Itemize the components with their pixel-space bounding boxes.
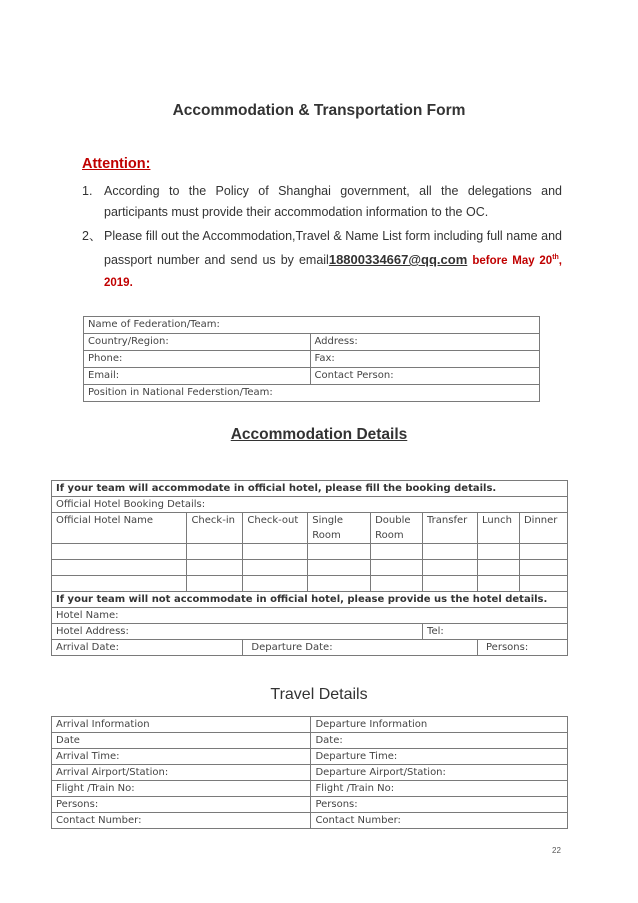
travel-row	[52, 717, 568, 733]
booking-cell[interactable]	[308, 544, 371, 560]
col-double-room: Double Room	[371, 513, 423, 544]
form-title: Accommodation & Transportation Form	[172, 102, 466, 119]
arrival-cell[interactable]: Contact Number:	[52, 813, 311, 829]
col-hotel-name: Official Hotel Name	[52, 513, 187, 544]
booking-cell[interactable]	[187, 544, 243, 560]
booking-cell[interactable]	[243, 560, 308, 576]
booking-cell[interactable]	[519, 576, 567, 592]
booking-cell[interactable]	[371, 544, 423, 560]
booking-cell[interactable]	[478, 560, 520, 576]
country-cell[interactable]: Country/Region:	[84, 334, 311, 351]
travel-row	[52, 797, 568, 813]
hotel-tel-cell[interactable]: Tel:	[423, 624, 568, 640]
arrival-date-cell[interactable]: Arrival Date:	[52, 640, 243, 656]
booking-cell[interactable]	[519, 544, 567, 560]
instruction-item-2	[82, 226, 562, 294]
booking-row	[52, 560, 568, 576]
instruction-item-1	[82, 181, 562, 223]
arrival-cell[interactable]: Arrival Time:	[52, 749, 311, 765]
arrival-cell[interactable]: Arrival Airport/Station:	[52, 765, 311, 781]
booking-cell[interactable]	[308, 576, 371, 592]
booking-details-label: Official Hotel Booking Details:	[52, 497, 568, 513]
booking-cell[interactable]	[423, 576, 478, 592]
booking-cell[interactable]	[243, 544, 308, 560]
booking-cell[interactable]	[371, 560, 423, 576]
item-text	[82, 226, 562, 294]
booking-cell[interactable]	[52, 544, 187, 560]
travel-heading: Travel Details	[270, 686, 368, 703]
persons-cell[interactable]: Persons:	[478, 640, 568, 656]
deadline-year: , 2019.	[104, 254, 562, 289]
page-number: 22	[552, 846, 561, 855]
other-hotel-prompt: If your team will not accommodate in official hotel, please provide us the hotel details.	[52, 592, 568, 608]
address-cell[interactable]: Address:	[310, 334, 540, 351]
col-check-out: Check-out	[243, 513, 308, 544]
departure-cell[interactable]: Departure Airport/Station:	[311, 765, 568, 781]
position-cell[interactable]: Position in National Federstion/Team:	[84, 385, 540, 402]
email-cell[interactable]: Email:	[84, 368, 311, 385]
booking-cell[interactable]	[371, 576, 423, 592]
booking-cell[interactable]	[478, 544, 520, 560]
booking-cell[interactable]	[423, 544, 478, 560]
travel-row	[52, 749, 568, 765]
phone-cell[interactable]: Phone:	[84, 351, 311, 368]
travel-table	[51, 716, 568, 829]
accommodation-table	[51, 480, 568, 656]
travel-row	[52, 765, 568, 781]
booking-cell[interactable]	[478, 576, 520, 592]
col-check-in: Check-in	[187, 513, 243, 544]
departure-cell[interactable]: Flight /Train No:	[311, 781, 568, 797]
official-hotel-prompt: If your team will accommodate in official hotel, please fill the booking details.	[52, 481, 568, 497]
booking-cell[interactable]	[308, 560, 371, 576]
departure-cell[interactable]: Persons:	[311, 797, 568, 813]
arrival-cell[interactable]: Persons:	[52, 797, 311, 813]
booking-row	[52, 576, 568, 592]
arrival-cell[interactable]: Flight /Train No:	[52, 781, 311, 797]
booking-cell[interactable]	[519, 560, 567, 576]
federation-name-cell[interactable]: Name of Federation/Team:	[84, 317, 540, 334]
booking-cell[interactable]	[52, 576, 187, 592]
arrival-cell: Arrival Information	[52, 717, 311, 733]
col-lunch: Lunch	[478, 513, 520, 544]
col-single-room: Single Room	[308, 513, 371, 544]
travel-row	[52, 733, 568, 749]
travel-row	[52, 813, 568, 829]
item-number: 2、	[82, 229, 102, 243]
departure-cell: Departure Information	[311, 717, 568, 733]
booking-cell[interactable]	[187, 576, 243, 592]
item-number: 1.	[82, 184, 93, 198]
contact-person-cell[interactable]: Contact Person:	[310, 368, 540, 385]
federation-table	[83, 316, 540, 402]
booking-cell[interactable]	[243, 576, 308, 592]
hotel-address-cell[interactable]: Hotel Address:	[52, 624, 423, 640]
travel-row	[52, 781, 568, 797]
col-dinner: Dinner	[519, 513, 567, 544]
departure-cell[interactable]: Contact Number:	[311, 813, 568, 829]
item-text-body: Please fill out the Accommodation,Travel & Name List form including full name and passport number and send us by email	[104, 229, 562, 267]
deadline-suffix: th	[552, 254, 559, 261]
departure-date-cell[interactable]: Departure Date:	[243, 640, 478, 656]
deadline-date: before May 20	[472, 254, 553, 267]
departure-cell[interactable]: Date:	[311, 733, 568, 749]
email-link[interactable]: 18800334667@qq.com	[328, 251, 468, 267]
booking-cell[interactable]	[187, 560, 243, 576]
booking-cell[interactable]	[423, 560, 478, 576]
booking-cell[interactable]	[52, 560, 187, 576]
fax-cell[interactable]: Fax:	[310, 351, 540, 368]
item-text: According to the Policy of Shanghai government, all the delegations and participants must provide their accommodation information to the OC.	[104, 184, 562, 219]
arrival-cell[interactable]: Date	[52, 733, 311, 749]
attention-heading: Attention:	[82, 156, 151, 172]
col-transfer: Transfer	[423, 513, 478, 544]
hotel-name-cell[interactable]: Hotel Name:	[52, 608, 568, 624]
departure-cell[interactable]: Departure Time:	[311, 749, 568, 765]
accommodation-heading: Accommodation Details	[230, 426, 408, 443]
booking-row	[52, 544, 568, 560]
